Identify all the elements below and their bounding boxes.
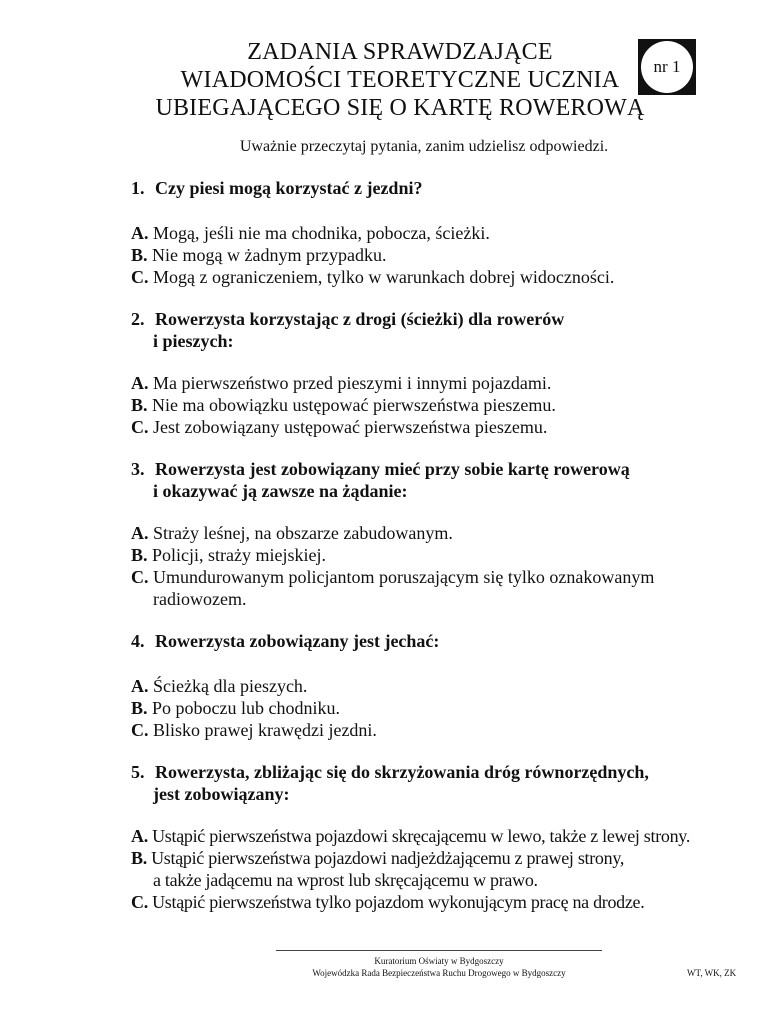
question-1 xyxy=(131,177,731,199)
question-2 xyxy=(131,308,731,352)
answer-b: B. Po poboczu lub chodniku. xyxy=(131,698,340,718)
answer-c: C. Jest zobowiązany ustępować pierwszeństwa pieszemu. xyxy=(131,417,548,437)
question-number: 2. xyxy=(131,309,145,329)
answers-4 xyxy=(131,675,751,741)
title-line-3: UBIEGAJĄCEGO SIĘ O KARTĘ ROWEROWĄ xyxy=(155,95,645,121)
answer-c: C. Blisko prawej krawędzi jezdni. xyxy=(131,720,377,740)
answer-a: A. Ścieżką dla pieszych. xyxy=(131,676,308,696)
answer-a: A. Ustąpić pierwszeństwa pojazdowi skręcającemu w lewo, także z lewej strony. xyxy=(131,826,691,846)
document-title xyxy=(100,38,700,122)
footer-line-1: Kuratorium Oświaty w Bydgoszczy xyxy=(374,956,504,966)
instruction-text: Uważnie przeczytaj pytania, zanim udzielisz odpowiedzi. xyxy=(239,138,609,155)
question-number: 4. xyxy=(131,631,145,651)
answers-2 xyxy=(131,372,751,438)
footer-line-2: Wojewódzka Rada Bezpieczeństwa Ruchu Drogowego w Bydgoszczy xyxy=(312,968,566,978)
question-number: 1. xyxy=(131,178,145,198)
answers-1 xyxy=(131,222,751,288)
answer-a: A. Mogą, jeśli nie ma chodnika, pobocza, ścieżki. xyxy=(131,223,490,243)
author-initials: WT, WK, ZK xyxy=(687,968,737,978)
title-line-1: ZADANIA SPRAWDZAJĄCE xyxy=(247,39,553,65)
answer-c-continued: radiowozem. xyxy=(153,589,247,609)
answer-b-continued: a także jadącemu na wprost lub skręcającemu w prawo. xyxy=(153,870,538,890)
answer-b: B. Nie ma obowiązku ustępować pierwszeństwa pieszemu. xyxy=(131,395,556,415)
answer-c: C. Mogą z ograniczeniem, tylko w warunkach dobrej widoczności. xyxy=(131,267,615,287)
question-text: Rowerzysta zobowiązany jest jechać: xyxy=(155,631,440,651)
answers-3 xyxy=(131,522,751,610)
answer-c: C. Ustąpić pierwszeństwa tylko pojazdom wykonującym pracę na drodze. xyxy=(131,892,645,912)
test-number-badge xyxy=(638,39,696,95)
answer-b: B. Policji, straży miejskiej. xyxy=(131,545,326,565)
question-text: Czy piesi mogą korzystać z jezdni? xyxy=(155,178,423,198)
question-number: 3. xyxy=(131,459,145,479)
question-text: Rowerzysta korzystając z drogi (ścieżki) dla rowerów xyxy=(155,309,565,329)
question-text-continued: i okazywać ją zawsze na żądanie: xyxy=(153,481,408,501)
answer-a: A. Ma pierwszeństwo przed pieszymi i innymi pojazdami. xyxy=(131,373,552,393)
title-line-2: WIADOMOŚCI TEORETYCZNE UCZNIA xyxy=(180,67,620,93)
footer-divider xyxy=(276,950,602,951)
answer-b: B. Nie mogą w żadnym przypadku. xyxy=(131,245,387,265)
answer-c: C. Umundurowanym policjantom poruszającym się tylko oznakowanym xyxy=(131,567,655,587)
answer-a: A. Straży leśnej, na obszarze zabudowanym. xyxy=(131,523,453,543)
question-4 xyxy=(131,630,731,652)
question-text-continued: jest zobowiązany: xyxy=(153,784,290,804)
question-text: Rowerzysta, zbliżając się do skrzyżowania dróg równorzędnych, xyxy=(155,762,649,782)
question-3 xyxy=(131,458,731,502)
question-text-continued: i pieszych: xyxy=(153,331,234,351)
question-number: 5. xyxy=(131,762,145,782)
badge-label: nr 1 xyxy=(641,41,693,93)
answers-5 xyxy=(131,825,751,913)
question-5 xyxy=(131,761,731,805)
question-text: Rowerzysta jest zobowiązany mieć przy sobie kartę rowerową xyxy=(155,459,630,479)
footer xyxy=(276,955,602,979)
answer-b: B. Ustąpić pierwszeństwa pojazdowi nadjeżdżającemu z prawej strony, xyxy=(131,848,625,868)
